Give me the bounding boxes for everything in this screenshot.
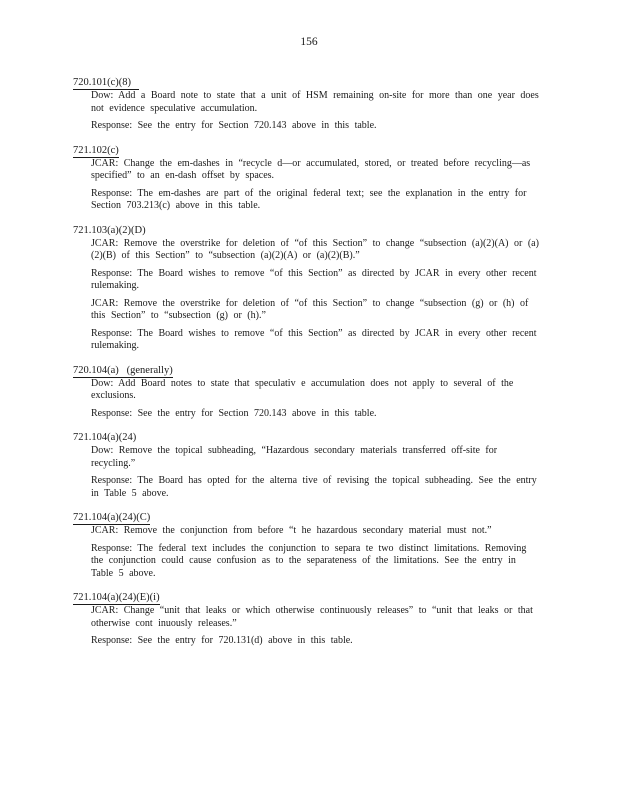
comment-paragraph: JCAR: Remove the overstrike for deletion of “of this Section” to change “subsection (a)(2)(A) or (a)(2)(B) of this Section” to “subsection (a)(2)(A) or (a)(2)(B).”	[91, 237, 539, 261]
response-paragraph: Response: The federal text includes the conjunction to separa te two distinct limitations. Removing the conjunction could cause confusion as to the separateness of the limitations. See the entry in Table 5 above.	[91, 542, 527, 579]
page-number: 156	[300, 36, 318, 48]
comment-paragraph: JCAR: Change the em-dashes in “recycle d—or accumulated, stored, or treated before recycling—as specified” to an en-dash offset by spaces.	[91, 157, 531, 181]
response-paragraph: Response: See the entry for Section 720.143 above in this table.	[91, 120, 377, 131]
section-heading: 721.104(a)(24)(E)(i)	[73, 592, 160, 603]
section-heading: 721.102(c)	[73, 144, 119, 156]
entry-721-104-a-24-e-i	[73, 587, 543, 648]
entry-721-103-a-2-d	[73, 220, 543, 353]
section-heading: 720.104(a) (generally)	[73, 364, 173, 376]
comment-paragraph: Dow: Remove the topical subheading, “Hazardous secondary materials transferred off-site for recycling.”	[91, 445, 498, 469]
comment-paragraph: JCAR: Remove the overstrike for deletion of “of this Section” to change “subsection (g) or (h) of this Section” to “subsection (g) or (h).”	[91, 297, 529, 321]
entry-720-101-c-8	[73, 72, 543, 133]
comment-paragraph: JCAR: Change “unit that leaks or which otherwise continuously releases” to “unit that leaks or that otherwise cont inuously releases.”	[91, 605, 533, 629]
response-paragraph: Response: The em-dashes are part of the original federal text; see the explanation in the entry for Section 703.213(c) above in this table.	[91, 187, 527, 211]
comment-paragraph: Dow: Add Board notes to state that speculativ e accumulation does not apply to several of the exclusions.	[91, 377, 514, 401]
entry-721-104-a-24	[73, 427, 543, 500]
response-paragraph: Response: The Board wishes to remove “of this Section” as directed by JCAR in every other recent rulemaking.	[91, 327, 537, 351]
response-paragraph: Response: The Board wishes to remove “of this Section” as directed by JCAR in every other recent rulemaking.	[91, 267, 537, 291]
entry-721-104-a-24-c	[73, 507, 543, 580]
response-paragraph: Response: See the entry for 720.131(d) above in this table.	[91, 635, 353, 646]
entry-721-102-c	[73, 140, 543, 213]
comment-table	[73, 72, 543, 655]
section-heading: 721.104(a)(24)	[73, 432, 137, 443]
comment-paragraph: Dow: Add a Board note to state that a unit of HSM remaining on-site for more than one year does not evidence speculative accumulation.	[91, 90, 539, 114]
response-paragraph: Response: See the entry for Section 720.143 above in this table.	[91, 407, 377, 419]
section-heading: 721.104(a)(24)(C)	[73, 512, 151, 523]
section-heading: 721.103(a)(2)(D)	[73, 224, 146, 236]
entry-720-104-a-generally	[73, 360, 543, 421]
comment-paragraph: JCAR: Remove the conjunction from before “t he hazardous secondary material must not.”	[91, 525, 492, 536]
section-heading: 720.101(c)(8)	[73, 76, 139, 90]
response-paragraph: Response: The Board has opted for the alterna tive of revising the topical subheading. See the entry in Table 5 above.	[91, 475, 537, 499]
